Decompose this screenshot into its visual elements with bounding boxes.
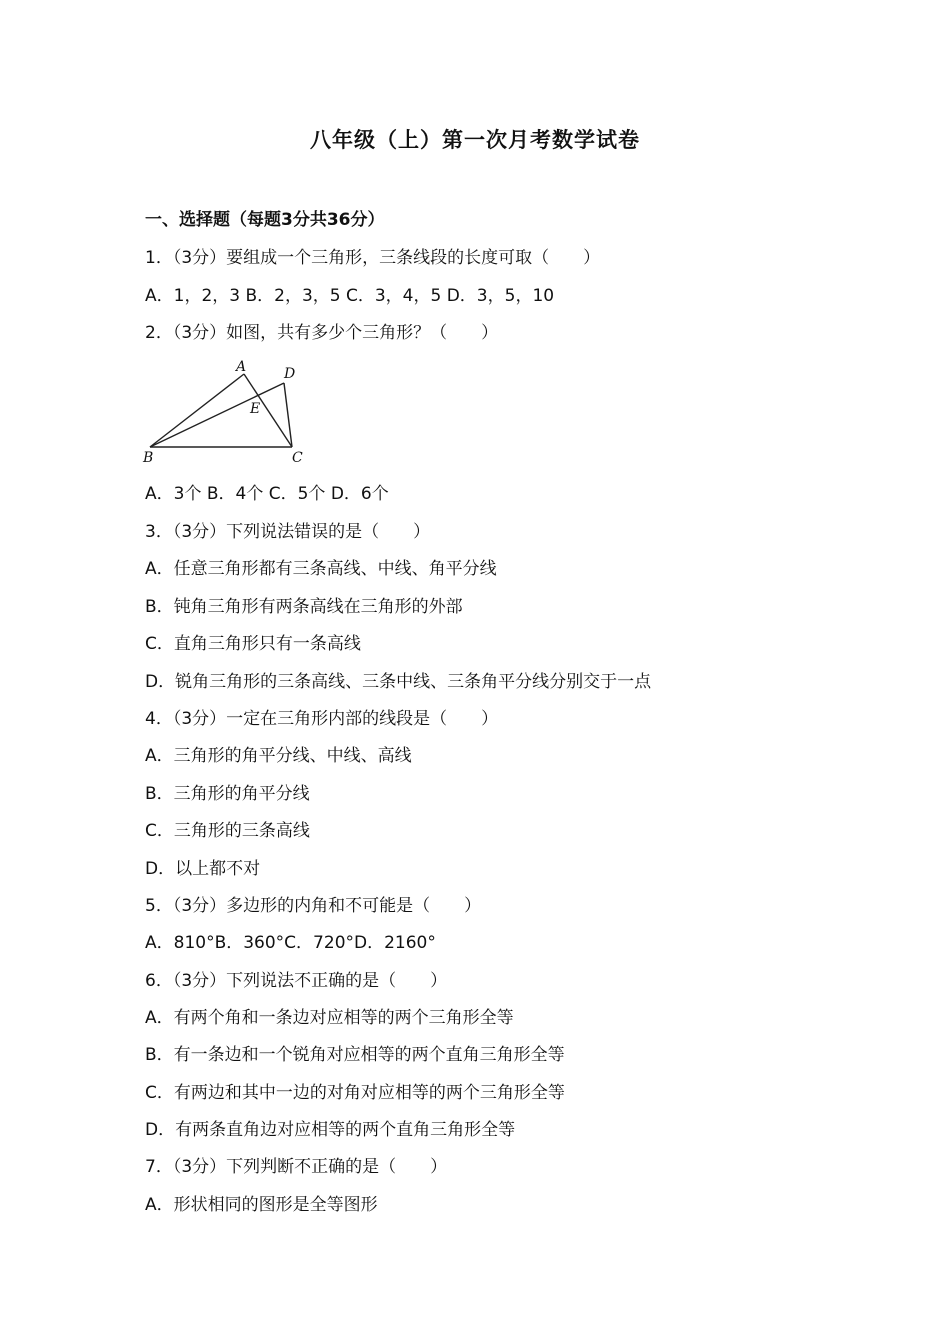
question-1: 1．（3分）要组成一个三角形，三条线段的长度可取（ ） xyxy=(145,248,601,268)
question-4-option-d: D．以上都不对 xyxy=(145,859,261,879)
triangle-figure xyxy=(140,356,320,468)
question-3: 3．（3分）下列说法错误的是（ ） xyxy=(145,522,431,542)
label-a: A xyxy=(236,359,247,375)
question-2: 2．（3分）如图，共有多少个三角形？（ ） xyxy=(145,323,499,343)
question-5-options: A．810°B．360°C．720°D．2160° xyxy=(145,933,436,953)
segment-bd xyxy=(150,383,284,447)
label-b: B xyxy=(143,450,154,466)
question-3-option-d: D．锐角三角形的三条高线、三条中线、三条角平分线分别交于一点 xyxy=(145,672,652,692)
page-title: 八年级（上）第一次月考数学试卷 xyxy=(310,128,640,152)
label-e: E xyxy=(250,401,261,417)
question-6-option-a: A．有两个角和一条边对应相等的两个三角形全等 xyxy=(145,1008,514,1028)
triangle-diagram xyxy=(140,356,320,468)
question-1-options: A．1，2，3 B．2，3，5 C．3，4，5 D．3，5，10 xyxy=(145,286,555,306)
question-5: 5．（3分）多边形的内角和不可能是（ ） xyxy=(145,896,482,916)
question-4-option-a: A．三角形的角平分线、中线、高线 xyxy=(145,746,412,766)
question-7: 7．（3分）下列判断不正确的是（ ） xyxy=(145,1157,448,1177)
question-4-option-b: B．三角形的角平分线 xyxy=(145,784,310,804)
label-c: C xyxy=(292,450,303,466)
question-4: 4．（3分）一定在三角形内部的线段是（ ） xyxy=(145,709,499,729)
segment-ba xyxy=(150,374,244,447)
question-3-option-a: A．任意三角形都有三条高线、中线、角平分线 xyxy=(145,559,497,579)
question-6-option-c: C．有两边和其中一边的对角对应相等的两个三角形全等 xyxy=(145,1083,565,1103)
question-7-option-a: A．形状相同的图形是全等图形 xyxy=(145,1195,378,1215)
label-d: D xyxy=(284,366,296,382)
question-2-options: A．3个 B．4个 C．5个 D．6个 xyxy=(145,484,389,504)
question-3-option-c: C．直角三角形只有一条高线 xyxy=(145,634,361,654)
section-heading-choice: 一、选择题（每题3分共36分） xyxy=(145,210,385,230)
question-6-option-d: D．有两条直角边对应相等的两个直角三角形全等 xyxy=(145,1120,516,1140)
question-3-option-b: B．钝角三角形有两条高线在三角形的外部 xyxy=(145,597,463,617)
question-6-option-b: B．有一条边和一个锐角对应相等的两个直角三角形全等 xyxy=(145,1045,565,1065)
question-6: 6．（3分）下列说法不正确的是（ ） xyxy=(145,971,448,991)
question-4-option-c: C．三角形的三条高线 xyxy=(145,821,310,841)
